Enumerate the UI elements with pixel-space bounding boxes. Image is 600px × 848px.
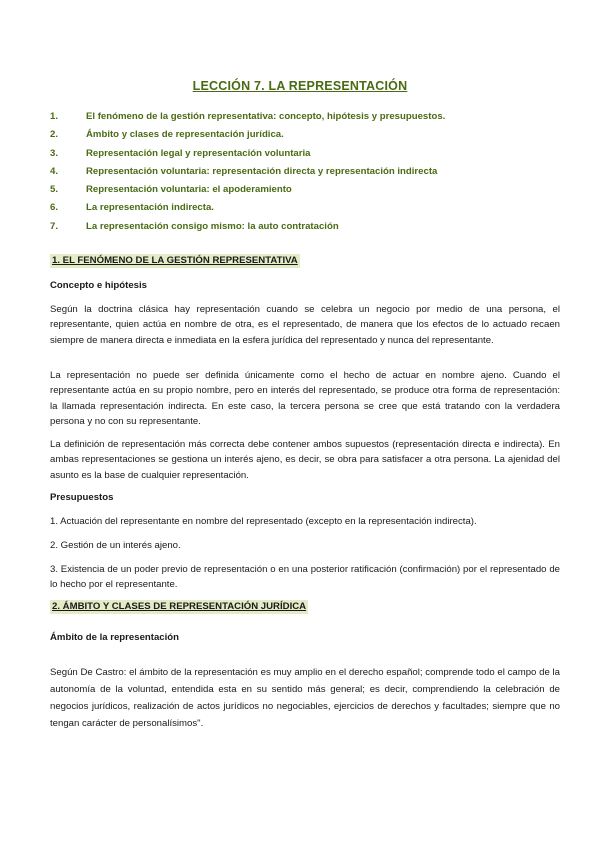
toc-item xyxy=(50,126,570,144)
toc-item xyxy=(50,181,570,199)
toc-number: 3. xyxy=(50,147,59,159)
toc-text: Representación voluntaria: el apoderamiento xyxy=(86,184,292,196)
toc-item xyxy=(50,218,570,236)
section-1-heading: 1. EL FENÓMENO DE LA GESTIÓN REPRESENTATIVA xyxy=(52,255,298,266)
section-1-paragraph-2: La representación no puede ser definida únicamente como el hecho de actuar en nombre ajeno. Cuando el representante actúa en su propio nombre, pero en interés del representado, se produce otra forma de representación: la llamada representación indirecta. En este caso, la tercera persona se cree que está tratando con la verdadera persona y no con su representante. xyxy=(50,370,560,428)
toc-number: 2. xyxy=(50,129,59,141)
toc-text: El fenómeno de la gestión representativa: concepto, hipótesis y presupuestos. xyxy=(86,111,446,122)
table-of-contents xyxy=(50,108,570,236)
section-2-paragraph-1: Según De Castro: el ámbito de la representación es muy amplio en el derecho español; comprende todo el campo de la autonomía de la voluntad, entendida esta en su sentido más general; es decir, comprendiendo la celebración de negocios jurídicos, realización de actos jurídicos no negociables, ejercicios de derechos y facultades; siempre que no tengan carácter de personalísimos". xyxy=(50,667,560,729)
toc-number: 1. xyxy=(50,111,59,122)
toc-number: 6. xyxy=(50,202,59,214)
toc-text: La representación indirecta. xyxy=(86,202,214,214)
presupuesto-item-2: 2. Gestión de un interés ajeno. xyxy=(50,540,181,551)
toc-item xyxy=(50,199,570,217)
presupuestos-heading: Presupuestos xyxy=(50,492,114,503)
page-title: LECCIÓN 7. LA REPRESENTACIÓN xyxy=(192,79,408,93)
section-1-paragraph-1: Según la doctrina clásica hay representación cuando se celebra un negocio por medio de una persona, el representante, quien actúa en nombre de otra, es el representado, de manera que los efectos de lo actuado recaen siempre de manera directa e inmediata en la esfera jurídica del representado y nunca del representante. xyxy=(50,304,560,346)
toc-item xyxy=(50,108,570,126)
section-1-paragraph-3: La definición de representación más correcta debe contener ambos supuestos (representación directa e indirecta). En ambas representaciones se gestiona un interés ajeno, es decir, se obra para satisfacer a otra persona. La ajenidad del asunto es la base de cualquier representación. xyxy=(50,439,560,481)
toc-text: Representación voluntaria: representación directa y representación indirecta xyxy=(86,165,438,177)
toc-item xyxy=(50,163,570,181)
toc-number: 7. xyxy=(50,220,59,232)
presupuesto-item-3: 3. Existencia de un poder previo de representación o en una posterior ratificación (confirmación) por el representado de lo hecho por el representante. xyxy=(50,564,560,591)
toc-text: Ámbito y clases de representación jurídica. xyxy=(86,129,284,141)
toc-number: 4. xyxy=(50,165,59,177)
presupuesto-item-1: 1. Actuación del representante en nombre del representado (excepto en la representación indirecta). xyxy=(50,516,477,527)
toc-text: Representación legal y representación voluntaria xyxy=(86,147,311,159)
section-1-subheading: Concepto e hipótesis xyxy=(50,280,148,291)
toc-text: La representación consigo mismo: la auto contratación xyxy=(86,220,339,232)
section-2-heading: 2. ÁMBITO Y CLASES DE REPRESENTACIÓN JURÍDICA xyxy=(52,601,307,612)
section-2-subheading: Ámbito de la representación xyxy=(50,632,180,643)
toc-item xyxy=(50,145,570,163)
toc-number: 5. xyxy=(50,184,59,196)
